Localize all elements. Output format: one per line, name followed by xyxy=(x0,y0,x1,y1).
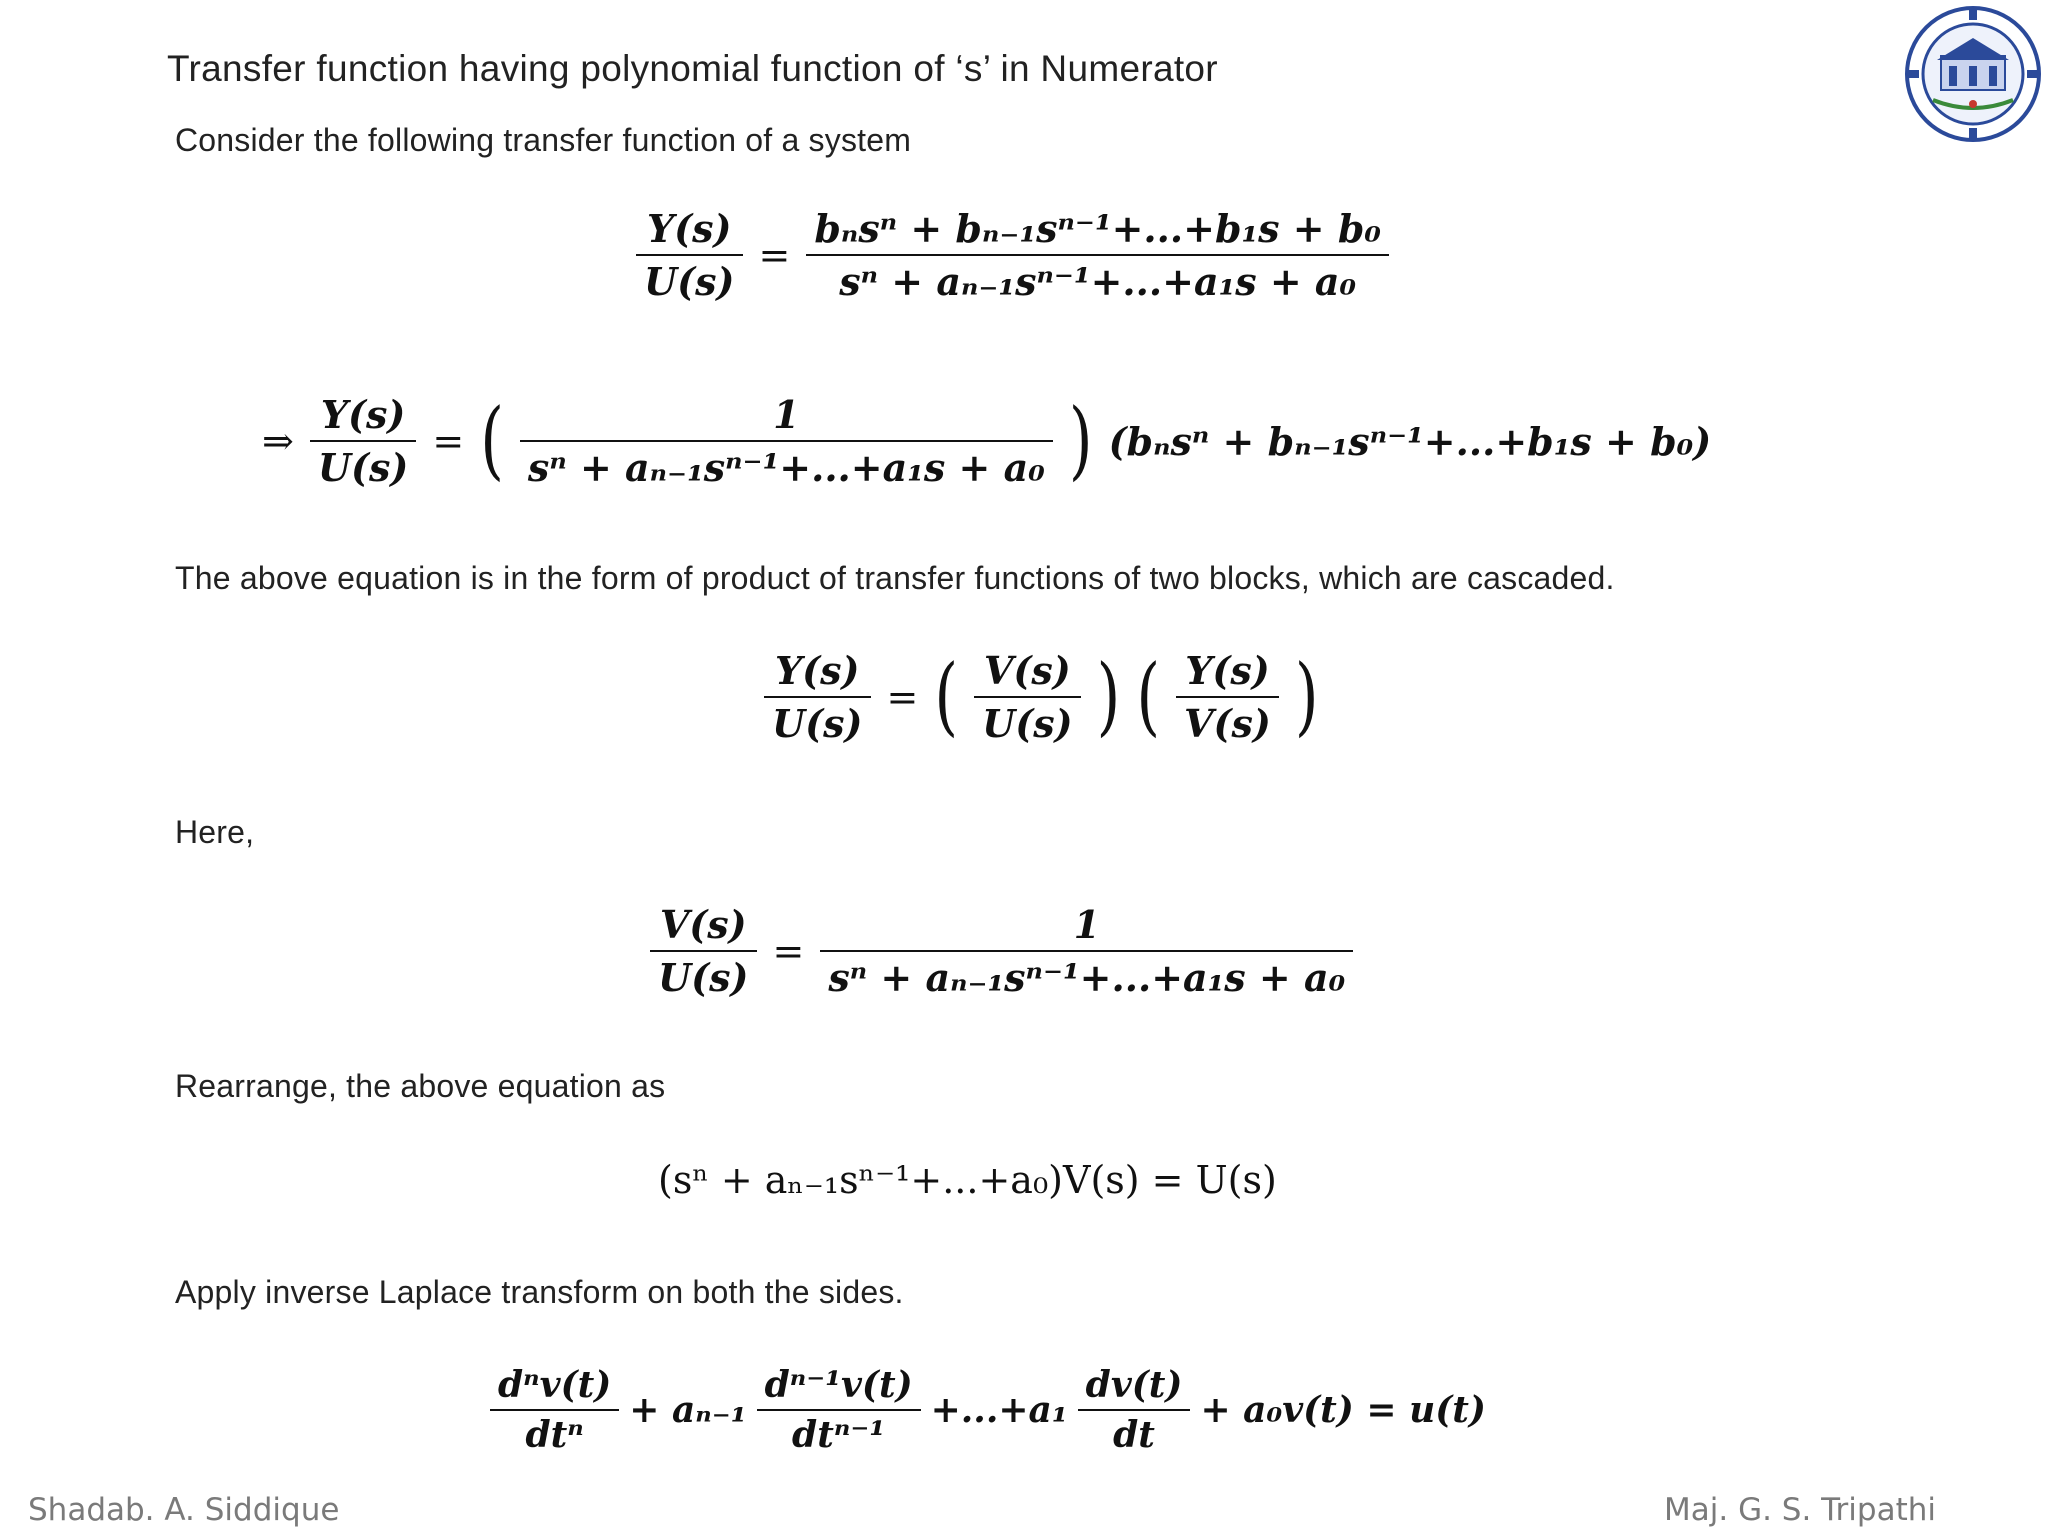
eq3-factor1-numerator: V(s) xyxy=(983,648,1071,693)
eq6-coefficient-an-1: + aₙ₋₁ xyxy=(629,1389,747,1431)
eq1-rhs-numerator: bₙsⁿ + bₙ₋₁sⁿ⁻¹+...+b₁s + b₀ xyxy=(814,206,1382,251)
equation-first-block xyxy=(650,902,1353,1000)
eq6-term2-numerator: dⁿ⁻¹v(t) xyxy=(764,1364,913,1406)
implies-arrow: ⇒ xyxy=(262,419,294,463)
eq1-rhs-fraction xyxy=(806,206,1389,304)
equals-sign: = xyxy=(772,929,805,973)
equals-sign: = xyxy=(432,419,465,463)
eq6-tail: + a₀v(t) = u(t) xyxy=(1200,1389,1486,1431)
right-paren: ) xyxy=(1068,391,1093,490)
eq6-term1-fraction xyxy=(490,1364,619,1456)
eq6-term3-numerator: dv(t) xyxy=(1085,1364,1183,1406)
left-paren: ( xyxy=(934,647,959,746)
eq4-lhs-numerator: V(s) xyxy=(659,902,747,947)
equation-product-form xyxy=(262,392,1711,490)
eq3-lhs-denominator: U(s) xyxy=(772,701,863,746)
eq6-term3-denominator: dt xyxy=(1113,1414,1155,1456)
eq6-term2-denominator: dtⁿ⁻¹ xyxy=(792,1414,886,1456)
eq3-factor1-fraction xyxy=(974,648,1081,746)
eq4-lhs-denominator: U(s) xyxy=(658,955,749,1000)
eq6-middle-terms: +...+a₁ xyxy=(930,1389,1068,1431)
eq2-numerator-factor: (bₙsⁿ + bₙ₋₁sⁿ⁻¹+...+b₁s + b₀) xyxy=(1108,418,1712,464)
intro-text: Consider the following transfer function of a system xyxy=(175,122,912,158)
eq6-term2-fraction xyxy=(757,1364,921,1456)
eq2-inner-numerator: 1 xyxy=(773,392,800,437)
eq1-lhs-numerator: Y(s) xyxy=(647,206,732,251)
equals-sign: = xyxy=(758,233,791,277)
eq3-factor2-fraction xyxy=(1176,648,1279,746)
here-label: Here, xyxy=(175,814,255,850)
equation-transfer-function xyxy=(636,206,1389,304)
eq1-lhs-fraction xyxy=(636,206,743,304)
left-paren: ( xyxy=(1136,647,1161,746)
slide-title: Transfer function having polynomial function of ‘s’ in Numerator xyxy=(167,48,1218,89)
eq6-term1-denominator: dtⁿ xyxy=(525,1414,584,1456)
eq4-lhs-fraction xyxy=(650,902,757,1000)
eq4-rhs-fraction xyxy=(820,902,1353,1000)
equals-sign: = xyxy=(886,675,919,719)
rearrange-text: Rearrange, the above equation as xyxy=(175,1068,666,1104)
eq2-lhs-numerator: Y(s) xyxy=(320,392,406,437)
eq3-lhs-fraction xyxy=(764,648,871,746)
eq4-rhs-denominator: sⁿ + aₙ₋₁sⁿ⁻¹+...+a₁s + a₀ xyxy=(828,955,1346,1000)
eq4-rhs-numerator: 1 xyxy=(1073,902,1101,947)
right-paren: ) xyxy=(1096,647,1121,746)
right-paren: ) xyxy=(1294,647,1319,746)
eq1-lhs-denominator: U(s) xyxy=(644,259,735,304)
footer-left-author: Shadab. A. Siddique xyxy=(28,1492,340,1528)
inverse-laplace-text: Apply inverse Laplace transform on both the sides. xyxy=(175,1274,904,1310)
eq6-term3-fraction xyxy=(1078,1364,1191,1456)
eq3-factor2-denominator: V(s) xyxy=(1184,701,1271,746)
eq6-term1-numerator: dⁿv(t) xyxy=(498,1364,612,1406)
eq2-lhs-denominator: U(s) xyxy=(317,445,409,490)
eq2-inner-fraction xyxy=(520,392,1053,490)
eq2-inner-denominator: sⁿ + aₙ₋₁sⁿ⁻¹+...+a₁s + a₀ xyxy=(527,445,1045,490)
university-logo xyxy=(1903,4,2043,144)
eq3-factor1-denominator: U(s) xyxy=(982,701,1073,746)
footer-right-author: Maj. G. S. Tripathi xyxy=(1664,1492,1937,1528)
equation-rearranged: (sⁿ + aₙ₋₁sⁿ⁻¹+...+a₀)V(s) = U(s) xyxy=(658,1158,1277,1202)
eq3-lhs-numerator: Y(s) xyxy=(775,648,860,693)
equation-differential xyxy=(490,1364,1486,1456)
equation-cascade xyxy=(764,648,1319,746)
cascade-text: The above equation is in the form of product of transfer functions of two blocks, which are cascaded. xyxy=(175,560,1615,596)
eq1-rhs-denominator: sⁿ + aₙ₋₁sⁿ⁻¹+...+a₁s + a₀ xyxy=(839,259,1357,304)
left-paren: ( xyxy=(480,391,504,490)
eq2-lhs-fraction xyxy=(310,392,417,490)
eq3-factor2-numerator: Y(s) xyxy=(1185,648,1270,693)
